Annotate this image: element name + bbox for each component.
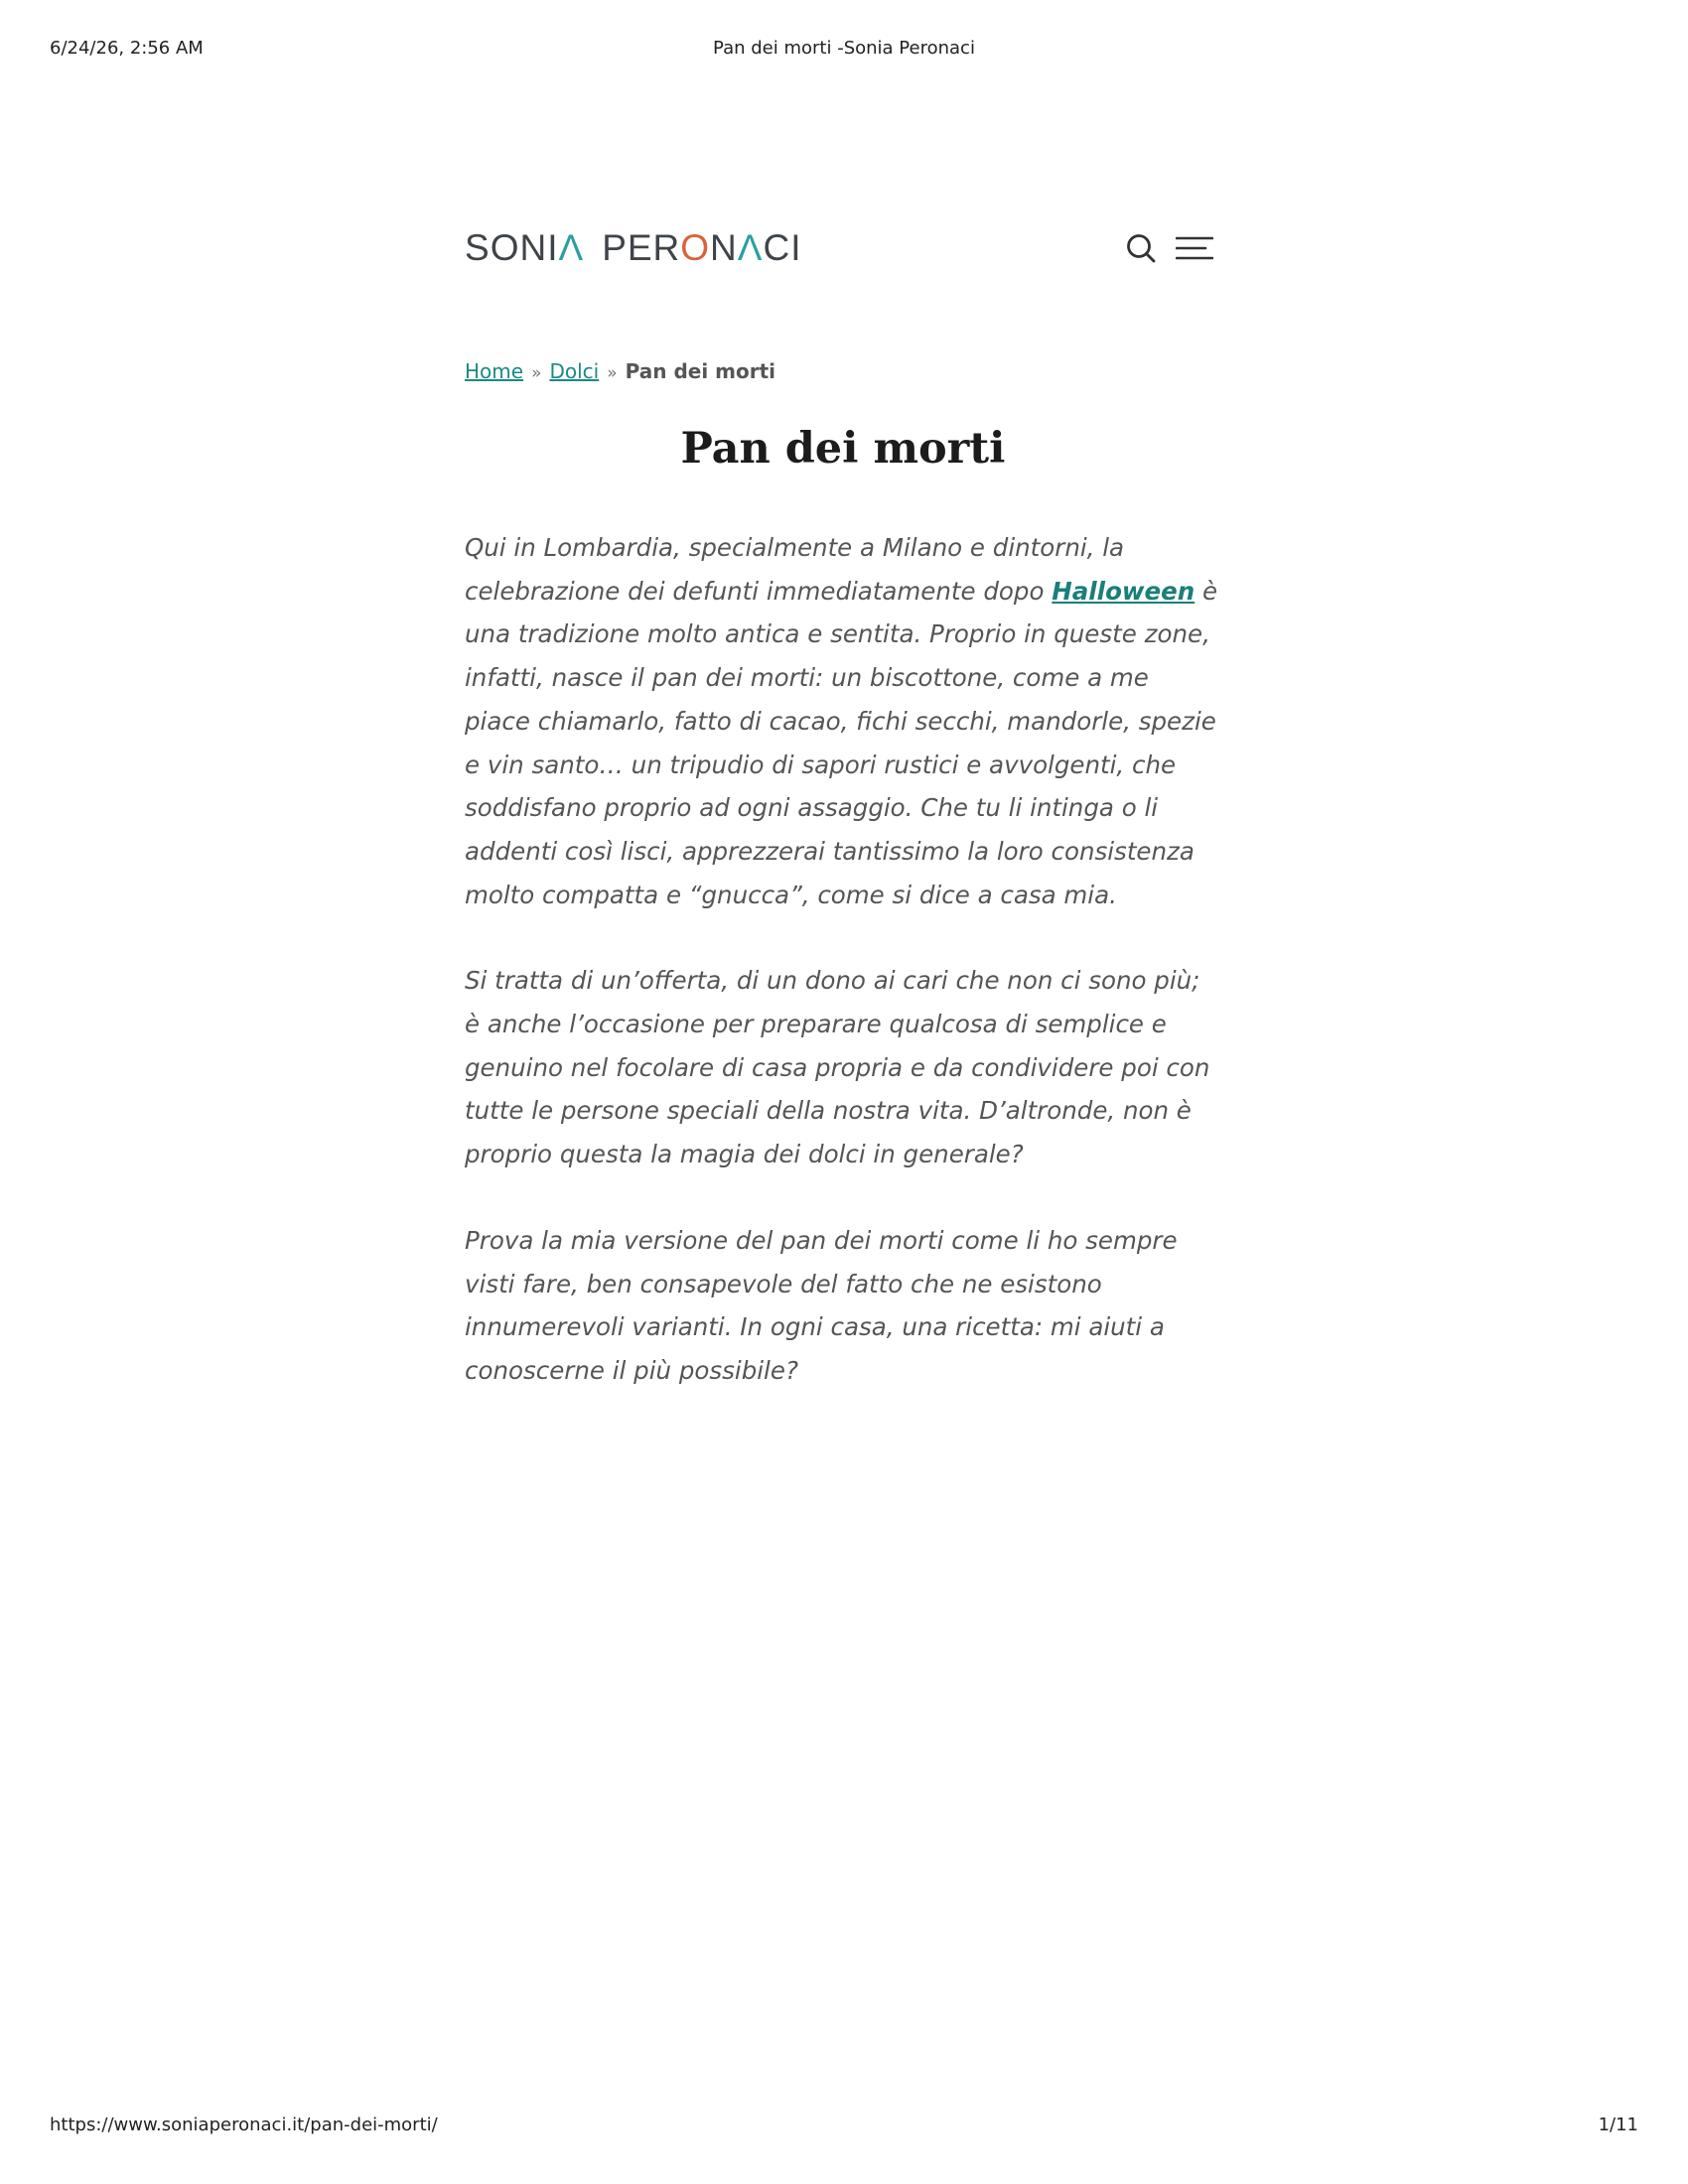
menu-button[interactable]: [1174, 227, 1215, 269]
logo-letter-dot: O: [680, 227, 711, 268]
search-icon: [1125, 232, 1157, 264]
breadcrumb-separator: »: [607, 363, 618, 383]
logo-letter: O: [490, 227, 520, 268]
print-datetime: 6/24/26, 2:56 AM: [50, 38, 204, 59]
print-url: https://www.soniaperonaci.it/pan-dei-morti/: [50, 2115, 438, 2135]
breadcrumb: [465, 359, 775, 383]
print-header: [0, 38, 1688, 64]
site-logo[interactable]: [465, 223, 802, 273]
paragraph-version: Prova la mia versione del pan dei morti come li ho sempre visti fare, ben consapevole del fatto che ne esistono innumerevoli varianti. In ogni casa, una ricetta: mi aiuti a conoscerne il più possibile?: [465, 1225, 1178, 1385]
page-title: Pan dei morti: [680, 424, 1006, 474]
print-page-title: Pan dei morti -Sonia Peronaci: [713, 38, 975, 59]
search-button[interactable]: [1120, 227, 1162, 269]
hamburger-menu-icon: [1176, 235, 1213, 261]
print-page-number: 1/11: [1598, 2115, 1638, 2135]
breadcrumb-current: Pan dei morti: [625, 359, 776, 383]
logo-letter: CI: [763, 227, 802, 268]
breadcrumb-home-link[interactable]: Home: [465, 359, 524, 383]
logo-letter-accent: Λ: [558, 227, 585, 268]
print-footer: [0, 2115, 1688, 2140]
logo-letter: S: [465, 227, 491, 268]
paragraph-text: è una tradizione molto antica e sentita. Proprio in queste zone, infatti, nasce il pan dei morti: un biscottone, come a me piace chiamarlo, fatto di cacao, fichi secchi, mandorle, spezie e vin santo… un tripudio di sapori rustici e avvolgenti, che soddisfano proprio ad ogni assaggio. Che tu li intinga o li addenti così lisci, apprezzerai tantissimo la loro consistenza molto compatta e “gnucca”, come si dice a casa mia.: [465, 576, 1218, 909]
halloween-link[interactable]: Halloween: [1052, 576, 1196, 606]
logo-letter: PER: [602, 227, 681, 268]
logo-letter: NI: [519, 227, 559, 268]
breadcrumb-category-link[interactable]: Dolci: [549, 359, 600, 383]
logo-letter-accent: Λ: [737, 227, 764, 268]
paragraph-text: Qui in Lombardia, specialmente a Milano e dintorni, la celebrazione dei defunti immediatamente dopo: [465, 533, 1125, 606]
paragraph-offering: Si tratta di un’offerta, di un dono ai cari che non ci sono più; è anche l’occasione per preparare qualcosa di semplice e genuino nel focolare di casa propria e da condividere poi con tutte le persone speciali della nostra vita. D’altronde, non è proprio questa la magia dei dolci in generale?: [465, 966, 1210, 1169]
site-header: [465, 223, 1221, 273]
paragraph-intro: [465, 526, 1221, 916]
article-body: [465, 526, 1221, 1435]
logo-letter: N: [710, 227, 738, 268]
breadcrumb-separator: »: [531, 363, 542, 383]
